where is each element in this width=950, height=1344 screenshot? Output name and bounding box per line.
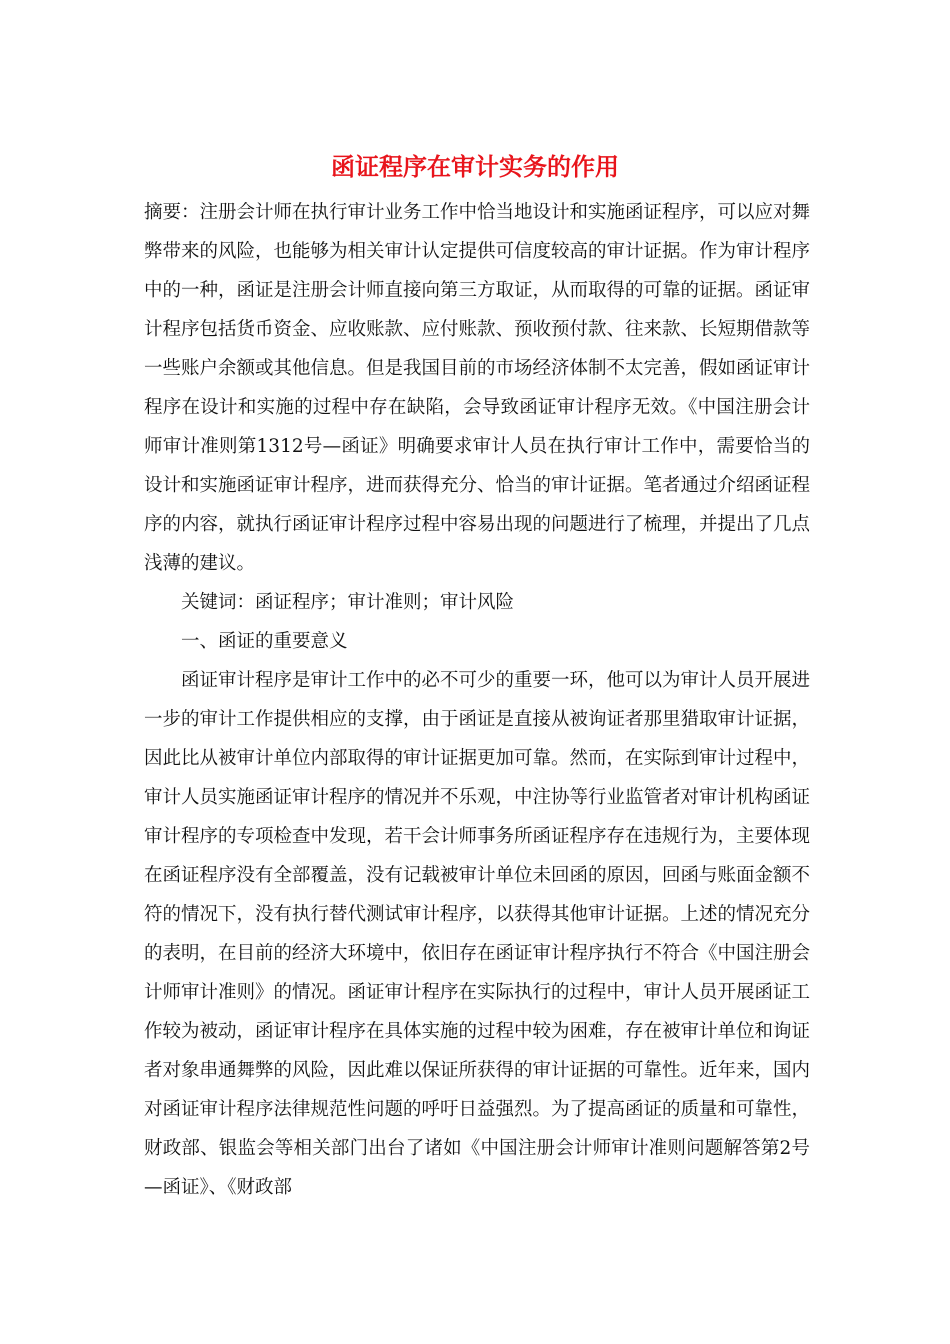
section-paragraph: 函证审计程序是审计工作中的必不可少的重要一环，他可以为审计人员开展进一步的审计工作提供相应的支撑，由于函证是直接从被询证者那里猎取审计证据，因此比从被审计单位内部取得的审计证据更加可靠。然而，在实际到审计过程中，审计人员实施函证审计程序的情况并不乐观，中注协等行业监管者对审计机构函证审计程序的专项检查中发现，若干会计师事务所函证程序存在违规行为，主要体现在函证程序没有全部覆盖，没有记载被审计单位未回函的原因，回函与账面金额不符的情况下，没有执行替代测试审计程序，以获得其他审计证据。上述的情况充分的表明，在目前的经济大环境中，依旧存在函证审计程序执行不符合《中国注册会计师审计准则》的情况。函证审计程序在实际执行的过程中，审计人员开展函证工作较为被动，函证审计程序在具体实施的过程中较为困难，存在被审计单位和询证者对象串通舞弊的风险，因此难以保证所获得的审计证据的可靠性。近年来，国内对函证审计程序法律规范性问题的呼吁日益强烈。为了提高函证的质量和可靠性，财政部、银监会等相关部门出台了诸如《中国注册会计师审计准则问题解答第2号—函证》、《财政部 xyxy=(144,670,811,1198)
document-title: 函证程序在审计实务的作用 xyxy=(331,152,619,181)
abstract-paragraph: 摘要：注册会计师在执行审计业务工作中恰当地设计和实施函证程序，可以应对舞弊带来的风险，也能够为相关审计认定提供可信度较高的审计证据。作为审计程序中的一种，函证是注册会计师直接向第三方取证，从而取得的可靠的证据。函证审计程序包括货币资金、应收账款、应付账款、预收预付款、往来款、长短期借款等一些账户余额或其他信息。但是我国目前的市场经济体制不太完善，假如函证审计程序在设计和实施的过程中存在缺陷，会导致函证审计程序无效。《中国注册会计师审计准则第1312号—函证》明确要求审计人员在执行审计工作中，需要恰当的设计和实施函证审计程序，进而获得充分、恰当的审计证据。笔者通过介绍函证程序的内容，就执行函证审计程序过程中容易出现的问题进行了梳理，并提出了几点浅薄的建议。 xyxy=(144,202,811,574)
section-heading: 一、函证的重要意义 xyxy=(181,631,348,652)
keywords-line: 关键词：函证程序；审计准则；审计风险 xyxy=(181,592,515,613)
document-body xyxy=(144,193,810,1207)
